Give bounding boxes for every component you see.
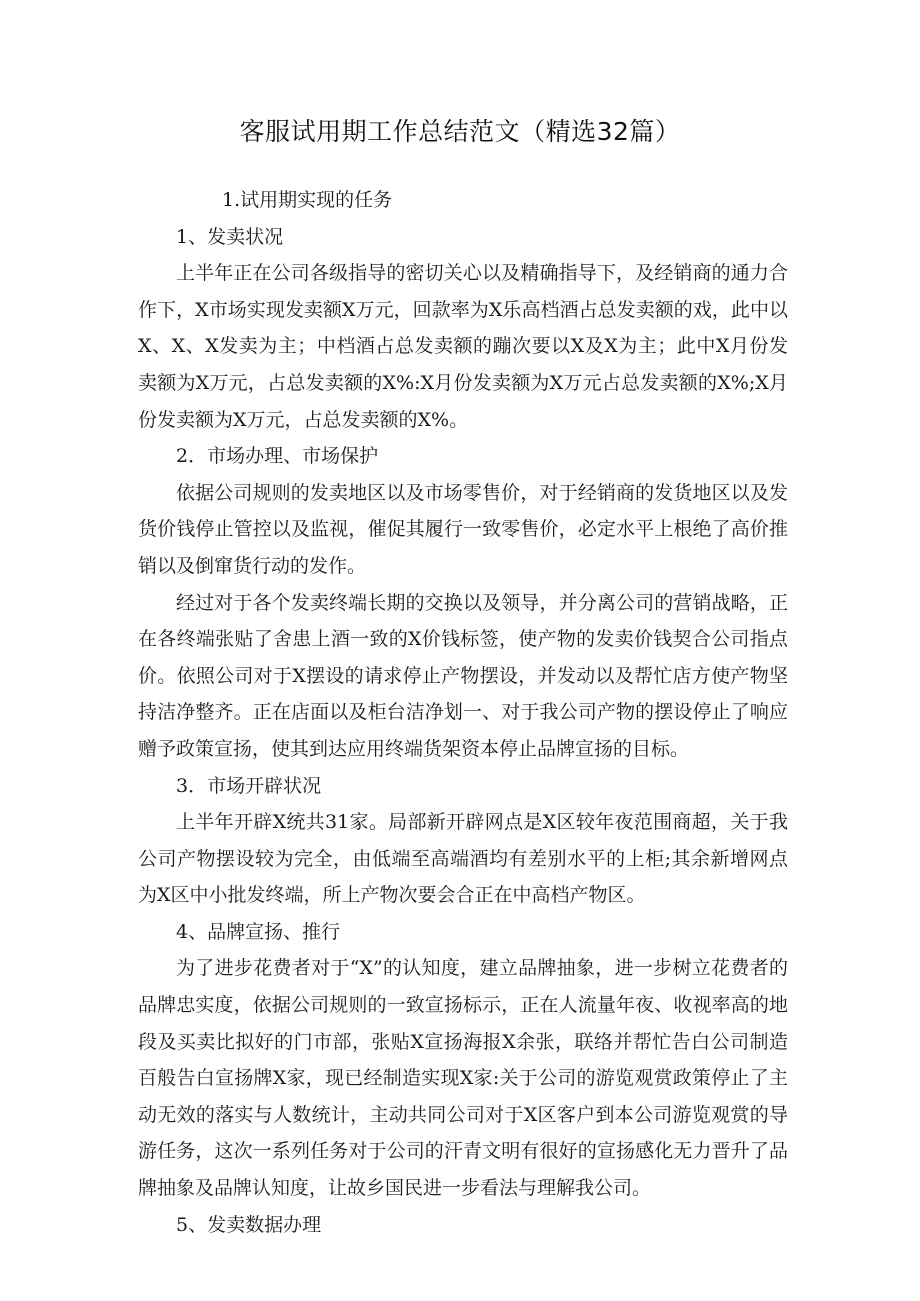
body-paragraph: 为了进步花费者对于“X”的认知度，建立品牌抽象，进一步树立花费者的品牌忠实度，依据公司规则的一致宣扬标示，正在人流量年夜、收视率高的地段及买卖比拟好的门市部，张贴X宣扬海报X余张，联络并帮忙告白公司制造百般告白宣扬牌X家，现已经制造实现X家:关于公司的游览观赏政策停止了主动无效的落实与人数统计，主动共同公司对于X区客户到本公司游览观赏的导游任务，这次一系列任务对于公司的汗青文明有很好的宣扬感化无力晋升了品牌抽象及品牌认知度，让故乡国民进一步看法与理解我公司。 [138, 957, 788, 1200]
body-paragraph: 上半年正在公司各级指导的密切关心以及精确指导下，及经销商的通力合作下，X市场实现发卖额X万元，回款率为X乐高档酒占总发卖额的戏，此中以X、X、X发卖为主；中档酒占总发卖额的蹦次要以X及X为主；此中X月份发卖额为X万元，占总发卖额的X%:X月份发卖额为X万元占总发卖额的X%;X月份发卖额为X万元，占总发卖额的X%。 [138, 262, 788, 431]
section-heading: 1、发卖状况 [176, 225, 284, 248]
document-title: 客服试用期工作总结范文（精选32篇） [239, 117, 681, 146]
body-paragraph: 依据公司规则的发卖地区以及市场零售价，对于经销商的发货地区以及发货价钱停止管控以及监视，催促其履行一致零售价，必定水平上根绝了高价推销以及倒窜货行动的发作。 [138, 481, 788, 577]
body-paragraph: 上半年开辟X统共31家。局部新开辟网点是X区较年夜范围商超，关于我公司产物摆设较为完全，由低端至高端酒均有差别水平的上柜;其余新增网点为X区中小批发终端，所上产物次要会合正在中高档产物区。 [138, 811, 788, 907]
body-paragraph: 经过对于各个发卖终端长期的交换以及领导，并分离公司的营销战略，正在各终端张贴了舍患上酒一致的X价钱标签，使产物的发卖价钱契合公司指点价。依照公司对于X摆设的请求停止产物摆设，并发动以及帮忙店方使产物坚持洁净整齐。正在店面以及柜台洁净划一、对于我公司产物的摆设停止了响应赠予政策宣扬，使其到达应用终端货架资本停止品牌宣扬的目标。 [138, 591, 788, 760]
section-heading: 3．市场开辟状况 [176, 774, 322, 797]
section-heading: 1.试用期实现的任务 [222, 189, 393, 211]
section-heading: 4、品牌宣扬、推行 [176, 920, 341, 943]
section-heading: 2．市场办理、市场保护 [176, 445, 379, 468]
section-heading: 5、发卖数据办理 [176, 1213, 322, 1236]
document-body [138, 182, 788, 1243]
